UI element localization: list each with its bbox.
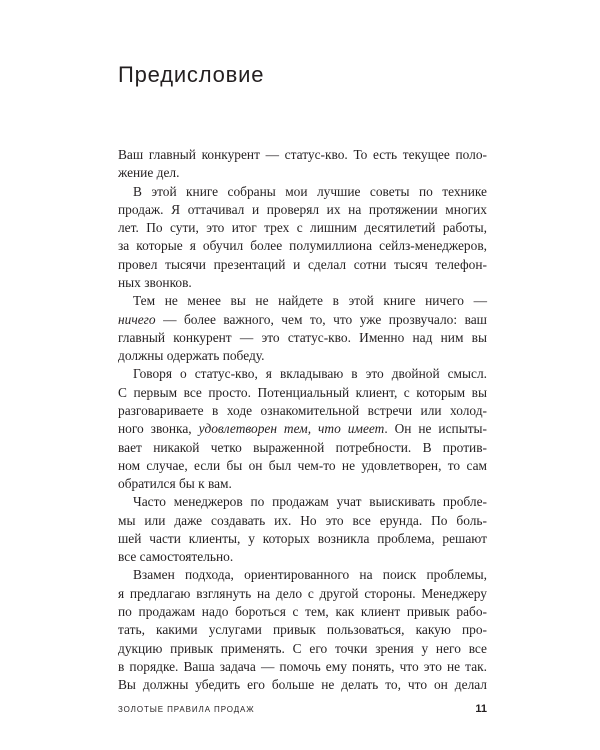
text-line [118,219,487,237]
text-segment: обратился бы к вам. [118,476,232,492]
text-segment: дукцию привык применять. С его точки зрения у него все [118,640,487,656]
emphasized-text: удовлетворен тем, что имеет [198,421,385,437]
page-number: 11 [475,703,487,715]
text-segment: Вы должны убедить его больше не делать то, что он делал [118,677,487,693]
text-segment: в порядке. Ваша задача — помочь ему понять, что это не так. [118,658,487,674]
paragraph [118,292,487,365]
text-line [118,329,487,347]
text-segment: разговариваете в ходе ознакомительной встречи или холод- [118,402,487,418]
text-segment: шей части клиенты, у которых возникла проблема, решают [118,530,487,546]
text-line [118,493,487,511]
text-segment: тать, какими услугами привык пользоваться, какую про- [118,622,487,638]
text-segment: провел тысячи презентаций и сделал сотни тысяч телефон- [118,256,487,272]
paragraph [118,493,487,566]
text-segment: должны одержать победу. [118,348,265,364]
text-segment: вает никакой четко выраженной потребности. В против- [118,439,487,455]
paragraph [118,566,487,694]
text-line [118,164,487,182]
text-line [118,457,487,475]
text-line [118,530,487,548]
text-line [118,256,487,274]
text-segment: Ваш главный конкурент — статус-кво. То есть текущее поло- [118,147,487,162]
text-segment: ного звонка, [118,421,199,437]
text-line [118,566,487,584]
chapter-title: Предисловие [118,62,265,87]
chapter-body [118,146,487,694]
text-segment: . Он не испыты- [384,421,488,437]
text-line [118,402,487,420]
text-line [118,420,487,438]
text-line [118,201,487,219]
text-line [118,658,487,676]
text-segment: все самостоятельно. [118,549,234,565]
text-segment: Тем не менее вы не найдете в этой книге ничего — [133,293,487,309]
text-line [118,585,487,603]
page-footer [118,703,487,716]
text-segment: продаж. Я оттачивал и проверял их на протяжении многих [118,201,487,217]
text-segment: мы или даже создавать их. Но это все ерунда. По боль- [118,512,487,528]
paragraph [118,365,487,493]
text-line [118,512,487,530]
text-line [118,311,487,329]
text-segment: жение дел. [118,165,180,181]
running-title: ЗОЛОТЫЕ ПРАВИЛА ПРОДАЖ [118,705,255,714]
text-line [118,274,487,292]
text-segment: лет. По сути, это итог трех с лишним десятилетий работы, [118,220,487,236]
text-line [118,347,487,365]
text-line [118,146,487,164]
paragraph [118,183,487,293]
text-line [118,237,487,255]
text-segment: С первым все просто. Потенциальный клиент, с которым вы [118,384,487,400]
text-line [118,640,487,658]
text-line [118,603,487,621]
text-line [118,365,487,383]
text-segment: Говоря о статус-кво, я вкладываю в это двойной смысл. [133,366,487,382]
paragraph [118,146,487,183]
text-segment: за которые я обучил более полумиллиона сейлз-менеджеров, [118,238,487,254]
text-line [118,621,487,639]
emphasized-text: ничего [118,311,156,327]
text-segment: я предлагаю взглянуть на дело с другой стороны. Менеджеру [118,585,487,601]
text-segment: ных звонков. [118,274,192,290]
text-line [118,548,487,566]
text-segment: ном случае, если бы он был чем-то не удовлетворен, то сам [118,457,487,473]
text-line [118,439,487,457]
text-line [118,676,487,694]
text-segment: — более важного, чем то, что уже прозвучало: ваш [155,311,487,327]
text-line [118,183,487,201]
text-segment: В этой книге собраны мои лучшие советы по технике [133,183,487,199]
text-line [118,384,487,402]
text-segment: Часто менеджеров по продажам учат выискивать пробле- [133,494,487,510]
text-segment: по продажам надо бороться с тем, как клиент привык рабо- [118,604,487,620]
text-segment: Взамен подхода, ориентированного на поиск проблемы, [133,567,487,583]
text-line [118,475,487,493]
text-segment: главный конкурент — это статус-кво. Именно над ним вы [118,329,487,345]
text-line [118,292,487,310]
